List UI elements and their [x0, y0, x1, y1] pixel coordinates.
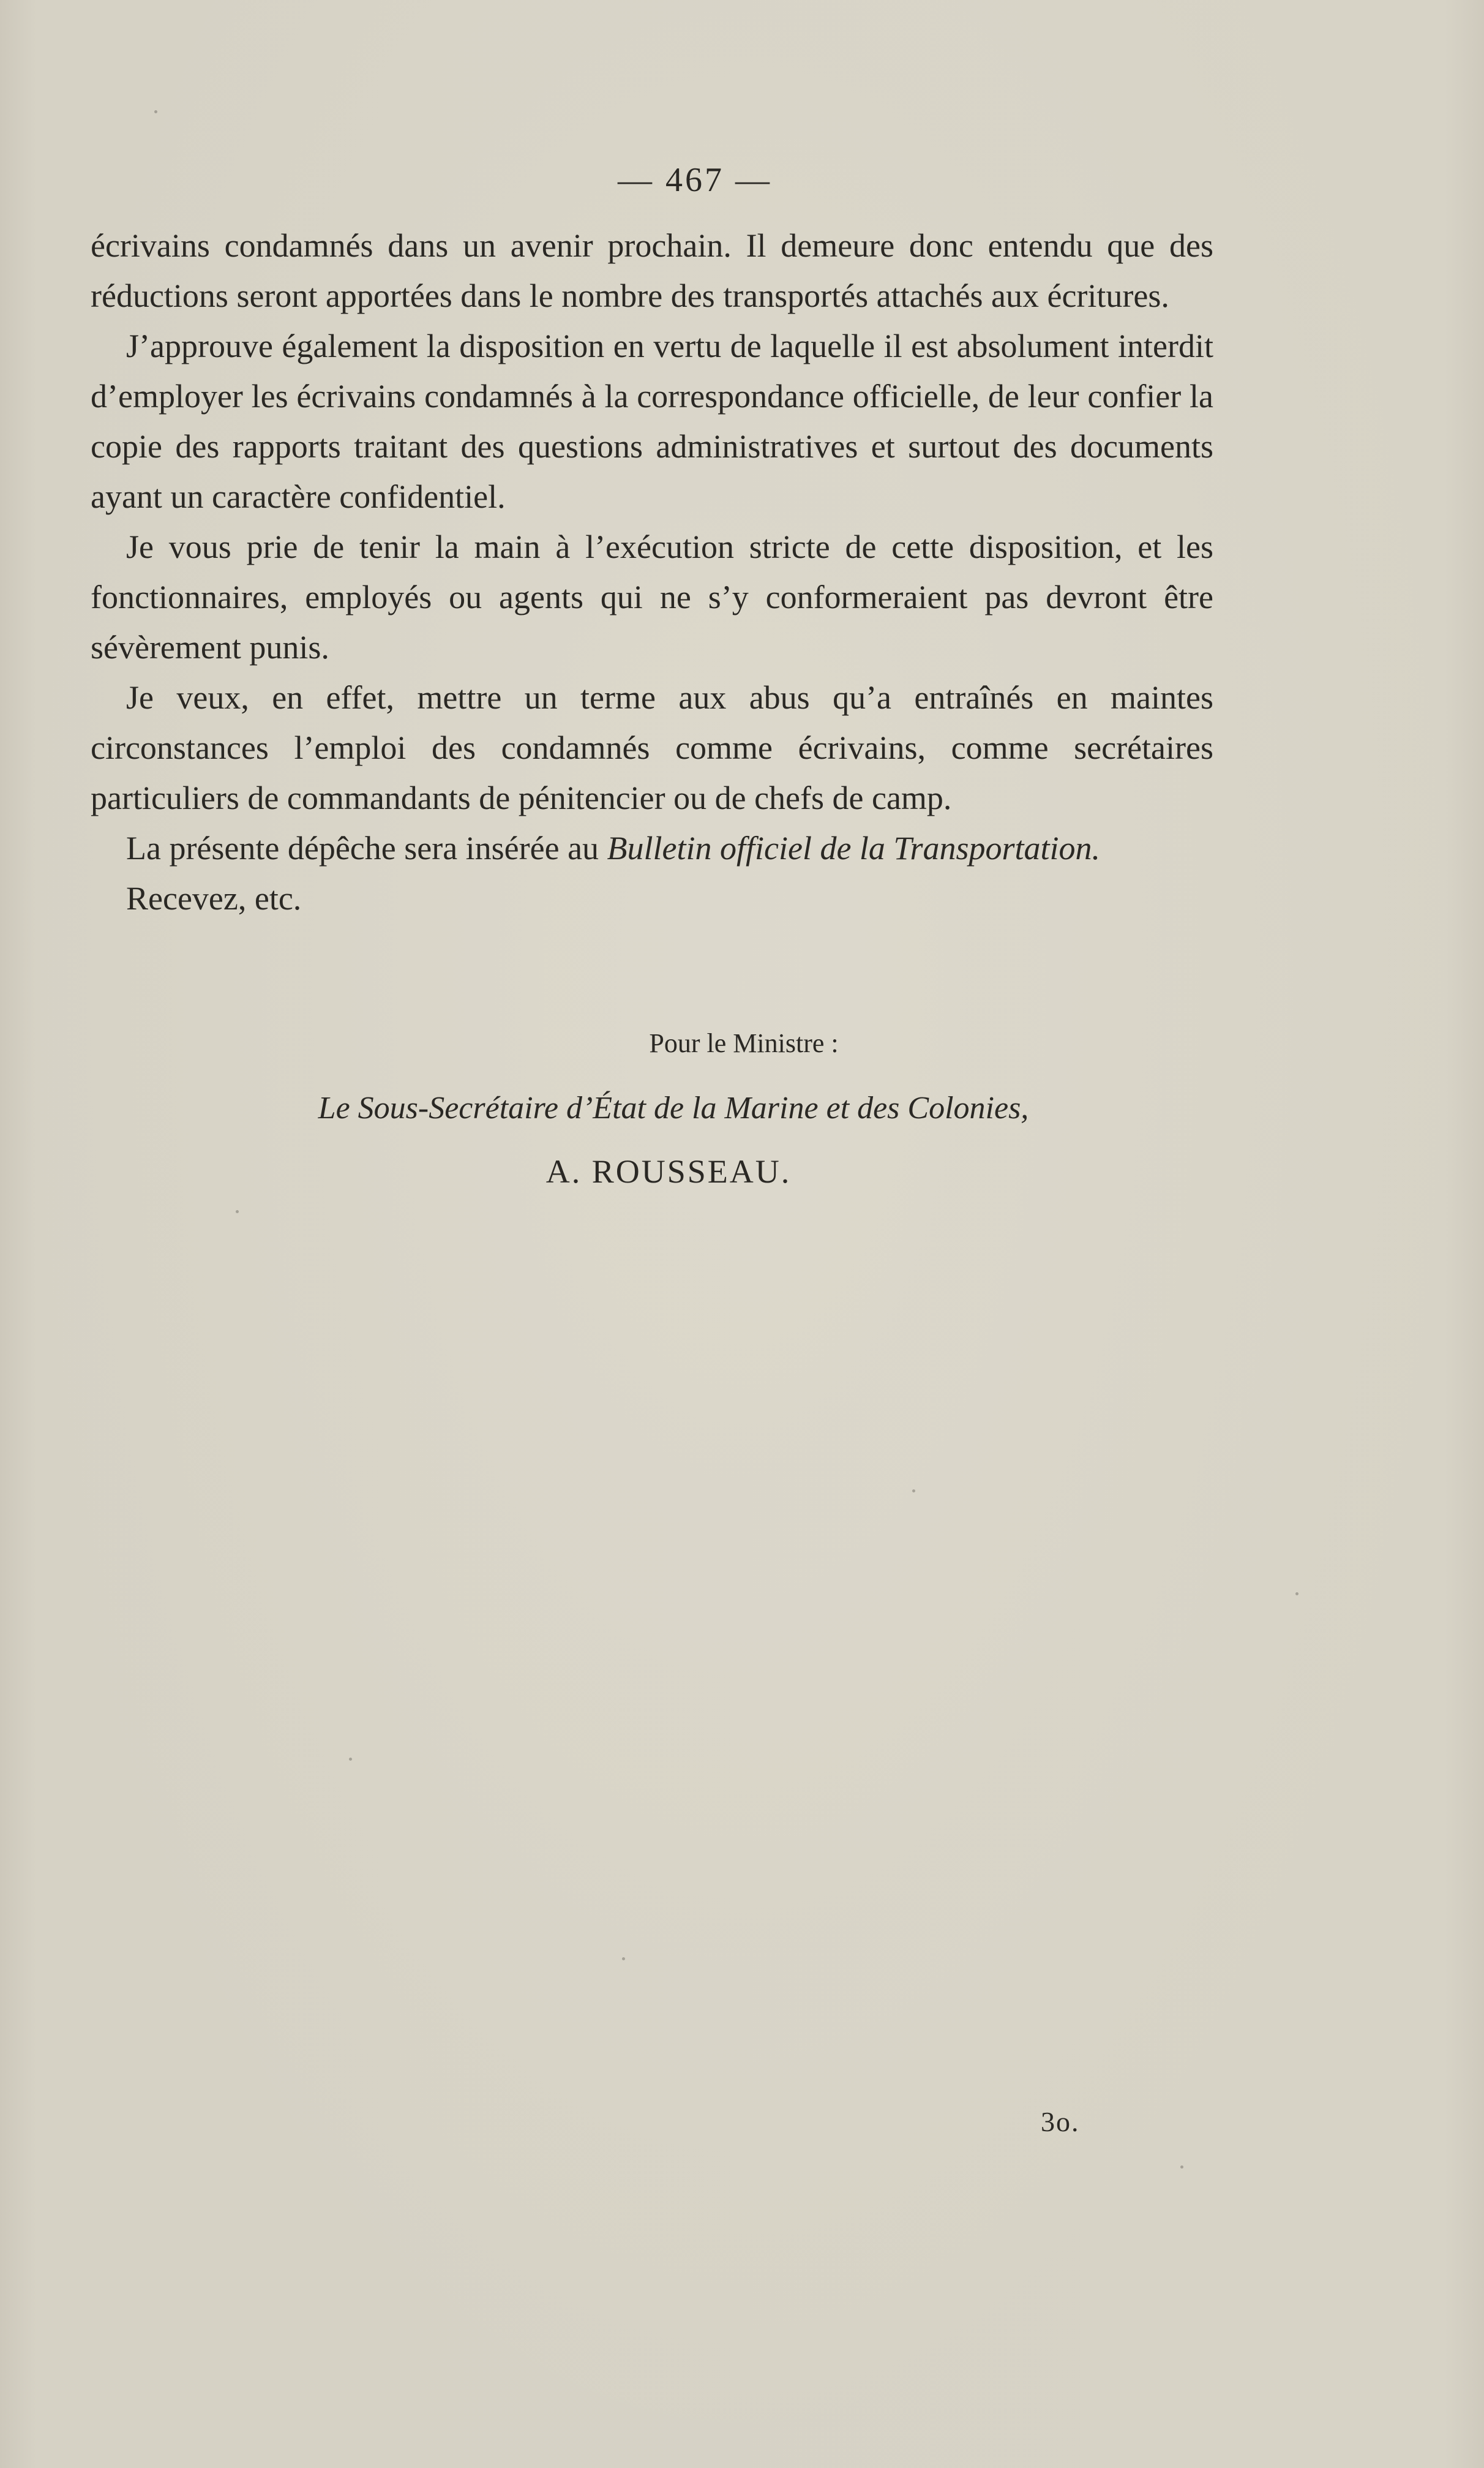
- paper-speck: [912, 1489, 915, 1492]
- sheet-signature-number: 3o.: [1041, 2106, 1080, 2137]
- signatory-name: A. ROUSSEAU.: [545, 1153, 792, 1190]
- paper-speck: [236, 1210, 239, 1213]
- bulletin-title: Bulletin officiel de la Transportation.: [607, 830, 1101, 867]
- signature-intro: Pour le Ministre :: [649, 1028, 839, 1058]
- paper-speck: [1295, 1592, 1298, 1595]
- paragraph-continuation: écrivains condamnés dans un avenir prochain. Il demeure donc entendu que des réductions seront apportées dans le nombre des transportés attachés aux écritures.: [91, 227, 1213, 314]
- signatory-title: Le Sous-Secrétaire d’État de la Marine et des Colonies,: [318, 1091, 1029, 1126]
- paper-speck: [622, 1957, 625, 1960]
- paragraph-approval: J’approuve également la disposition en vertu de laquelle il est absolument interdit d’employer les écrivains condamnés à la correspondance officielle, de leur confier la copie des rapports traitant des questions administratives et surtout des documents ayant un caractère confidentiel.: [91, 328, 1213, 515]
- insertion-prefix: La présente dépêche sera insérée au: [126, 830, 607, 867]
- paper-speck: [154, 110, 157, 113]
- paper-speck: [1180, 2165, 1183, 2169]
- letter-body: [91, 220, 1213, 924]
- paragraph-insertion: [91, 823, 1213, 873]
- page-number: — 467 —: [618, 161, 772, 199]
- paragraph-abuses: Je veux, en effet, mettre un terme aux abus qu’a entraînés en maintes circonstances l’emploi des condamnés comme écrivains, comme secrétaires particuliers de commandants de pénitencier ou de chefs de camp.: [91, 679, 1213, 816]
- paragraph-enforcement: Je vous prie de tenir la main à l’exécution stricte de cette disposition, et les fonctionnaires, employés ou agents qui ne s’y conformeraient pas devront être sévèrement punis.: [91, 529, 1213, 666]
- paper-speck: [349, 1758, 352, 1761]
- closing-formula: Recevez, etc.: [126, 880, 302, 917]
